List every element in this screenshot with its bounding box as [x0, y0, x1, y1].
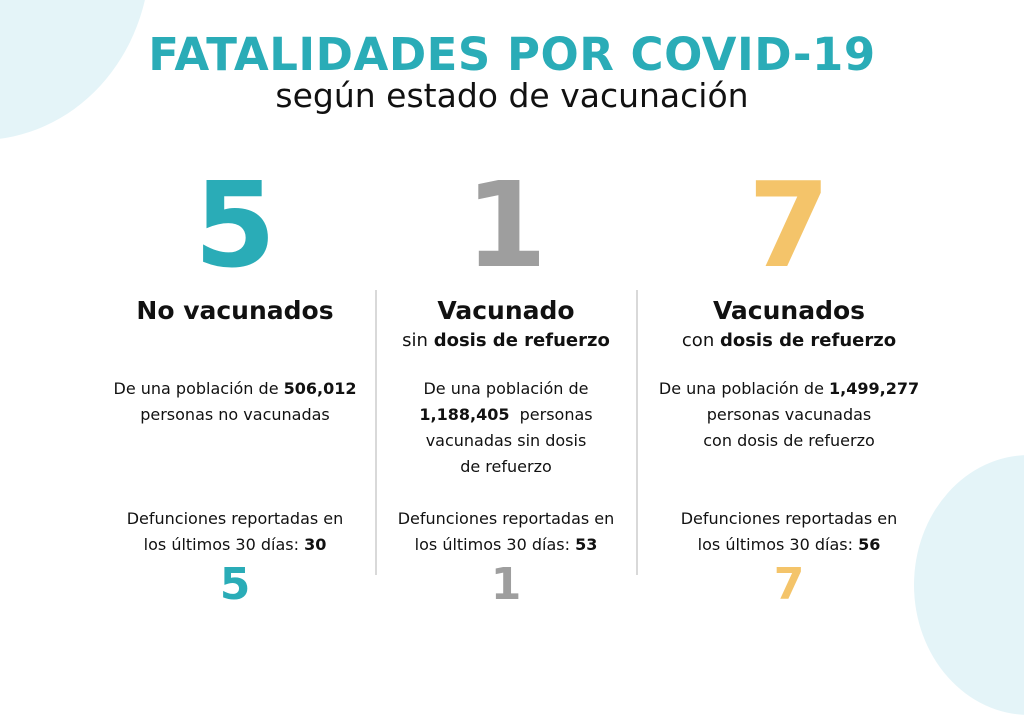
no-booster-deaths-number: 1	[464, 156, 548, 294]
column-vaccinated-booster	[642, 156, 936, 610]
page-subtitle: según estado de vacunación	[275, 76, 749, 115]
unvaccinated-heading: No vacunados	[136, 296, 334, 325]
column-vaccinated-no-booster	[377, 156, 635, 610]
no-booster-subheading: sin dosis de refuerzo	[402, 330, 610, 351]
no-booster-heading: Vacunado	[437, 296, 575, 325]
booster-deaths-value: 56	[858, 535, 881, 554]
column-unvaccinated	[95, 156, 375, 610]
no-booster-population-value: 1,188,405	[419, 405, 510, 424]
booster-population-value: 1,499,277	[829, 379, 920, 398]
no-booster-bottom-number: 1	[490, 559, 522, 610]
booster-subheading: con dosis de refuerzo	[681, 330, 897, 351]
booster-bottom-number: 7	[773, 559, 805, 610]
unvaccinated-population-value: 506,012	[283, 379, 357, 398]
page-title: FATALIDADES POR COVID-19	[148, 28, 876, 81]
unvaccinated-deaths-text: Defunciones reportadas en los últimos 30 días: 30	[126, 509, 344, 554]
booster-population: De una población de 1,499,277 personas vacunadas con dosis de refuerzo	[658, 379, 920, 450]
no-booster-deaths-text: Defunciones reportadas en los últimos 30 días: 53	[397, 509, 615, 554]
booster-deaths-number: 7	[747, 156, 831, 294]
no-booster-population: De una población de 1,188,405 personas vacunadas sin dosis de refuerzo	[419, 379, 593, 476]
unvaccinated-population: De una población de 506,012 personas no vacunadas	[113, 379, 357, 424]
unvaccinated-deaths-value: 30	[304, 535, 327, 554]
unvaccinated-deaths-number: 5	[193, 156, 277, 294]
booster-deaths-text: Defunciones reportadas en los últimos 30 días: 56	[680, 509, 898, 554]
column-divider-right	[636, 290, 638, 575]
unvaccinated-bottom-number: 5	[219, 559, 251, 610]
booster-heading: Vacunados	[712, 296, 866, 325]
no-booster-deaths-value: 53	[575, 535, 598, 554]
